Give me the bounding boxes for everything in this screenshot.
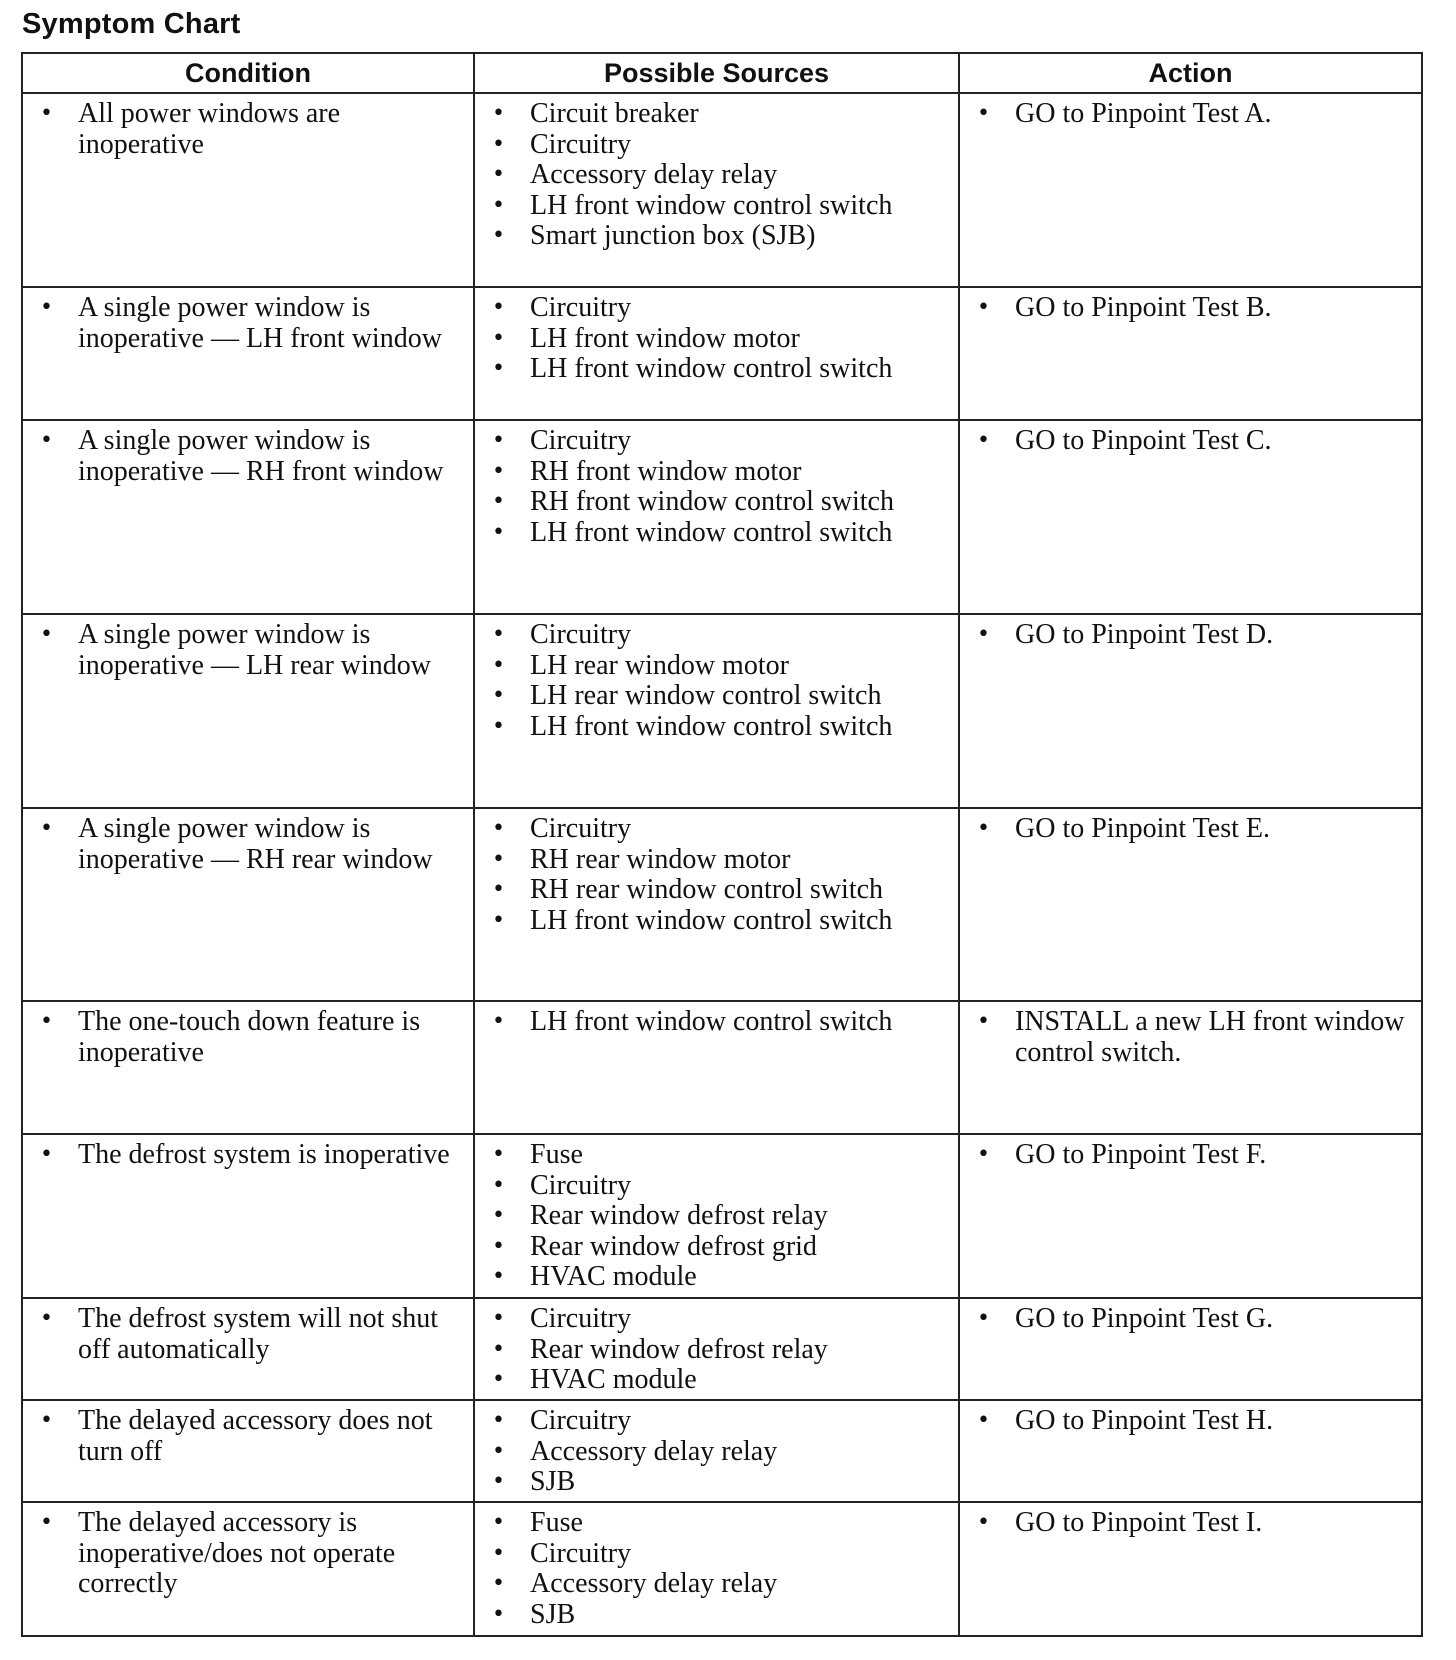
list-item bbox=[23, 1140, 465, 1171]
list-item-text: GO to Pinpoint Test H. bbox=[1015, 1405, 1274, 1436]
header-condition: Condition bbox=[22, 53, 474, 93]
bullet-list bbox=[475, 1401, 958, 1498]
list-item-text: HVAC module bbox=[530, 1364, 697, 1395]
bullet-icon: • bbox=[492, 1469, 505, 1494]
bullet-list bbox=[475, 288, 958, 385]
list-item bbox=[475, 1171, 950, 1202]
bullet-list bbox=[475, 94, 958, 252]
bullet-icon: • bbox=[40, 1009, 53, 1034]
bullet-icon: • bbox=[40, 428, 53, 453]
table-row bbox=[22, 1502, 1422, 1636]
list-item-text: LH front window control switch bbox=[530, 710, 893, 742]
list-item bbox=[475, 875, 950, 906]
list-item bbox=[475, 1335, 950, 1366]
list-item-text: Rear window defrost relay bbox=[530, 1200, 828, 1231]
action-cell bbox=[959, 1134, 1422, 1298]
bullet-icon: • bbox=[40, 1306, 53, 1331]
list-item bbox=[23, 1007, 465, 1068]
bullet-icon: • bbox=[492, 325, 505, 351]
list-item-text: GO to Pinpoint Test G. bbox=[1015, 1303, 1274, 1334]
list-item-text: GO to Pinpoint Test F. bbox=[1015, 1139, 1267, 1170]
list-item-text: The delayed accessory does not turn off bbox=[78, 1405, 433, 1467]
list-item-text: Smart junction box (SJB) bbox=[530, 220, 816, 251]
list-item-text: Circuitry bbox=[530, 619, 632, 650]
list-item-text: GO to Pinpoint Test D. bbox=[1015, 619, 1274, 650]
list-item-text: Fuse bbox=[530, 1507, 583, 1538]
list-item-text: HVAC module bbox=[530, 1261, 697, 1292]
bullet-list bbox=[475, 615, 958, 742]
action-cell bbox=[959, 420, 1422, 614]
bullet-icon: • bbox=[492, 1571, 505, 1596]
condition-cell bbox=[22, 808, 474, 1001]
list-item bbox=[475, 99, 950, 130]
chart-title: Symptom Chart bbox=[22, 8, 241, 40]
condition-cell bbox=[22, 287, 474, 420]
list-item bbox=[960, 1007, 1413, 1068]
list-item bbox=[475, 457, 950, 488]
list-item bbox=[475, 1304, 950, 1335]
bullet-icon: • bbox=[492, 1540, 505, 1566]
list-item bbox=[475, 712, 950, 743]
list-item-text: The defrost system will not shut off automatically bbox=[78, 1303, 439, 1365]
bullet-list bbox=[960, 1503, 1421, 1539]
bullet-icon: • bbox=[492, 1306, 505, 1331]
list-item bbox=[960, 814, 1413, 845]
table-row bbox=[22, 93, 1422, 287]
list-item bbox=[960, 293, 1413, 324]
list-item bbox=[960, 99, 1413, 130]
action-cell bbox=[959, 614, 1422, 808]
list-item-text: A single power window is inoperative — LH front window bbox=[78, 292, 442, 354]
condition-cell bbox=[22, 614, 474, 808]
possible-sources-cell bbox=[474, 1400, 959, 1502]
bullet-list bbox=[475, 1299, 958, 1396]
bullet-icon: • bbox=[40, 816, 53, 841]
bullet-icon: • bbox=[40, 295, 53, 320]
bullet-icon: • bbox=[492, 223, 505, 248]
list-item-text: RH front window control switch bbox=[530, 486, 894, 517]
list-item bbox=[960, 426, 1413, 457]
bullet-icon: • bbox=[40, 622, 53, 647]
bullet-icon: • bbox=[977, 1009, 990, 1034]
list-item bbox=[475, 1232, 950, 1263]
possible-sources-cell bbox=[474, 93, 959, 287]
table-row bbox=[22, 420, 1422, 614]
bullet-icon: • bbox=[492, 1438, 505, 1464]
bullet-icon: • bbox=[492, 1233, 505, 1259]
bullet-icon: • bbox=[40, 1408, 53, 1433]
list-item-text: LH front window control switch bbox=[530, 904, 893, 936]
bullet-icon: • bbox=[492, 1172, 505, 1198]
bullet-icon: • bbox=[492, 1203, 505, 1228]
bullet-icon: • bbox=[977, 101, 990, 126]
list-item-text: LH rear window motor bbox=[530, 649, 789, 681]
bullet-list bbox=[960, 1401, 1421, 1437]
list-item-text: Accessory delay relay bbox=[530, 159, 778, 190]
list-item-text: Circuitry bbox=[530, 425, 632, 456]
list-item bbox=[23, 814, 465, 875]
bullet-list bbox=[960, 1002, 1421, 1068]
list-item-text: LH front window control switch bbox=[530, 1006, 893, 1037]
bullet-list bbox=[960, 809, 1421, 845]
bullet-list bbox=[475, 421, 958, 548]
action-cell bbox=[959, 1400, 1422, 1502]
list-item bbox=[23, 99, 465, 160]
table-row bbox=[22, 287, 1422, 420]
possible-sources-cell bbox=[474, 420, 959, 614]
possible-sources-cell bbox=[474, 287, 959, 420]
list-item-text: SJB bbox=[530, 1466, 576, 1497]
table-row bbox=[22, 808, 1422, 1001]
bullet-list bbox=[23, 1002, 473, 1068]
list-item-text: LH front window control switch bbox=[530, 516, 893, 548]
bullet-icon: • bbox=[492, 683, 505, 708]
list-item bbox=[23, 620, 465, 681]
list-item bbox=[475, 1467, 950, 1498]
list-item bbox=[23, 1508, 465, 1600]
list-item bbox=[23, 1304, 465, 1365]
bullet-icon: • bbox=[492, 356, 505, 381]
condition-cell bbox=[22, 93, 474, 287]
bullet-list bbox=[23, 1135, 473, 1171]
list-item-text: GO to Pinpoint Test A. bbox=[1015, 98, 1272, 129]
header-action: Action bbox=[959, 53, 1422, 93]
list-item bbox=[475, 324, 950, 355]
bullet-icon: • bbox=[977, 295, 990, 320]
bullet-icon: • bbox=[492, 713, 505, 739]
list-item bbox=[475, 293, 950, 324]
list-item bbox=[960, 1406, 1413, 1437]
list-item-text: LH front window motor bbox=[530, 322, 800, 354]
condition-cell bbox=[22, 1001, 474, 1134]
bullet-icon: • bbox=[977, 1306, 990, 1331]
condition-cell bbox=[22, 1400, 474, 1502]
bullet-icon: • bbox=[977, 1408, 990, 1433]
bullet-list bbox=[23, 421, 473, 487]
table-row bbox=[22, 1001, 1422, 1134]
bullet-icon: • bbox=[492, 1264, 505, 1289]
list-item bbox=[475, 651, 950, 682]
possible-sources-cell bbox=[474, 1298, 959, 1400]
list-item bbox=[960, 1508, 1413, 1539]
action-cell bbox=[959, 1001, 1422, 1134]
list-item-text: A single power window is inoperative — RH front window bbox=[78, 425, 444, 487]
table-row bbox=[22, 1134, 1422, 1298]
condition-cell bbox=[22, 1502, 474, 1636]
action-cell bbox=[959, 808, 1422, 1001]
list-item-text: RH rear window control switch bbox=[530, 874, 884, 905]
list-item bbox=[475, 681, 950, 712]
list-item-text: Circuitry bbox=[530, 1303, 632, 1334]
list-item bbox=[960, 1140, 1413, 1171]
bullet-icon: • bbox=[492, 162, 505, 187]
bullet-list bbox=[23, 94, 473, 160]
list-item bbox=[475, 1007, 950, 1038]
bullet-icon: • bbox=[492, 131, 505, 157]
bullet-icon: • bbox=[977, 622, 990, 647]
bullet-icon: • bbox=[40, 101, 53, 126]
list-item-text: RH front window motor bbox=[530, 455, 802, 487]
header-row bbox=[22, 53, 1422, 93]
bullet-list bbox=[475, 1002, 958, 1038]
bullet-icon: • bbox=[492, 816, 505, 841]
bullet-icon: • bbox=[492, 877, 505, 902]
list-item-text: GO to Pinpoint Test B. bbox=[1015, 292, 1272, 323]
bullet-icon: • bbox=[492, 101, 505, 126]
bullet-icon: • bbox=[492, 295, 505, 320]
list-item-text: Circuitry bbox=[530, 1405, 632, 1436]
list-item bbox=[960, 620, 1413, 651]
list-item bbox=[475, 130, 950, 161]
list-item-text: Circuitry bbox=[530, 1169, 632, 1201]
list-item bbox=[475, 1406, 950, 1437]
list-item-text: Rear window defrost grid bbox=[530, 1230, 817, 1262]
list-item bbox=[475, 487, 950, 518]
list-item bbox=[475, 1262, 950, 1293]
bullet-icon: • bbox=[492, 1336, 505, 1362]
list-item bbox=[475, 1140, 950, 1171]
list-item bbox=[475, 1365, 950, 1396]
condition-cell bbox=[22, 420, 474, 614]
list-item bbox=[475, 1201, 950, 1232]
list-item-text: Circuit breaker bbox=[530, 98, 699, 129]
list-item-text: GO to Pinpoint Test C. bbox=[1015, 425, 1272, 456]
list-item-text: Accessory delay relay bbox=[530, 1568, 778, 1599]
list-item bbox=[475, 1437, 950, 1468]
possible-sources-cell bbox=[474, 808, 959, 1001]
bullet-icon: • bbox=[492, 1367, 505, 1392]
action-cell bbox=[959, 287, 1422, 420]
list-item bbox=[475, 620, 950, 651]
bullet-icon: • bbox=[977, 428, 990, 453]
list-item-text: Rear window defrost relay bbox=[530, 1333, 828, 1365]
condition-cell bbox=[22, 1134, 474, 1298]
list-item bbox=[475, 221, 950, 252]
list-item-text: Circuitry bbox=[530, 128, 632, 160]
list-item bbox=[475, 518, 950, 549]
list-item bbox=[475, 1508, 950, 1539]
bullet-list bbox=[23, 1401, 473, 1467]
header-possible-sources: Possible Sources bbox=[474, 53, 959, 93]
bullet-icon: • bbox=[492, 1142, 505, 1167]
table-row bbox=[22, 614, 1422, 808]
bullet-icon: • bbox=[492, 192, 505, 218]
list-item-text: Fuse bbox=[530, 1139, 583, 1170]
list-item-text: The delayed accessory is inoperative/does not operate correctly bbox=[78, 1507, 396, 1599]
bullet-icon: • bbox=[492, 1510, 505, 1535]
list-item-text: Circuitry bbox=[530, 292, 632, 323]
table-row bbox=[22, 1400, 1422, 1502]
bullet-icon: • bbox=[492, 519, 505, 545]
bullet-list bbox=[960, 1299, 1421, 1335]
list-item-text: The defrost system is inoperative bbox=[78, 1139, 450, 1170]
list-item bbox=[23, 426, 465, 487]
list-item bbox=[23, 293, 465, 354]
bullet-list bbox=[23, 1299, 473, 1365]
bullet-list bbox=[475, 1503, 958, 1630]
action-cell bbox=[959, 1502, 1422, 1636]
action-cell bbox=[959, 93, 1422, 287]
list-item-text: GO to Pinpoint Test E. bbox=[1015, 813, 1270, 844]
list-item bbox=[23, 1406, 465, 1467]
list-item bbox=[475, 1539, 950, 1570]
possible-sources-cell bbox=[474, 1134, 959, 1298]
list-item-text: GO to Pinpoint Test I. bbox=[1015, 1507, 1263, 1538]
list-item-text: LH front window control switch bbox=[530, 353, 893, 384]
list-item bbox=[960, 1304, 1413, 1335]
bullet-icon: • bbox=[492, 1408, 505, 1433]
bullet-icon: • bbox=[492, 1601, 505, 1627]
bullet-list bbox=[23, 1503, 473, 1600]
bullet-icon: • bbox=[492, 652, 505, 678]
bullet-icon: • bbox=[492, 907, 505, 933]
possible-sources-cell bbox=[474, 1001, 959, 1134]
table-body bbox=[22, 93, 1422, 1636]
symptom-table bbox=[21, 52, 1423, 1637]
possible-sources-cell bbox=[474, 614, 959, 808]
possible-sources-cell bbox=[474, 1502, 959, 1636]
list-item bbox=[475, 845, 950, 876]
bullet-icon: • bbox=[40, 1142, 53, 1167]
bullet-icon: • bbox=[977, 1142, 990, 1167]
bullet-list bbox=[960, 615, 1421, 651]
bullet-list bbox=[23, 615, 473, 681]
list-item bbox=[475, 906, 950, 937]
bullet-icon: • bbox=[492, 458, 505, 484]
bullet-list bbox=[475, 809, 958, 936]
list-item bbox=[475, 814, 950, 845]
bullet-icon: • bbox=[492, 1009, 505, 1034]
bullet-list bbox=[475, 1135, 958, 1293]
list-item bbox=[475, 426, 950, 457]
condition-cell bbox=[22, 1298, 474, 1400]
bullet-icon: • bbox=[492, 622, 505, 647]
bullet-list bbox=[960, 94, 1421, 130]
list-item-text: Circuitry bbox=[530, 1537, 632, 1569]
list-item-text: LH front window control switch bbox=[530, 189, 893, 221]
bullet-icon: • bbox=[492, 428, 505, 453]
bullet-icon: • bbox=[492, 846, 505, 872]
bullet-icon: • bbox=[977, 1510, 990, 1535]
action-cell bbox=[959, 1298, 1422, 1400]
bullet-list bbox=[23, 288, 473, 354]
list-item-text: All power windows are inoperative bbox=[78, 98, 341, 160]
list-item-text: SJB bbox=[530, 1598, 576, 1630]
list-item-text: LH rear window control switch bbox=[530, 680, 882, 711]
bullet-list bbox=[23, 809, 473, 875]
bullet-list bbox=[960, 421, 1421, 457]
list-item bbox=[475, 354, 950, 385]
bullet-icon: • bbox=[492, 489, 505, 514]
table-row bbox=[22, 1298, 1422, 1400]
list-item bbox=[475, 160, 950, 191]
list-item bbox=[475, 1569, 950, 1600]
list-item-text: INSTALL a new LH front window control switch. bbox=[1015, 1006, 1405, 1068]
list-item bbox=[475, 1600, 950, 1631]
bullet-icon: • bbox=[977, 816, 990, 841]
bullet-list bbox=[960, 1135, 1421, 1171]
bullet-list bbox=[960, 288, 1421, 324]
list-item-text: Accessory delay relay bbox=[530, 1435, 778, 1467]
list-item-text: A single power window is inoperative — LH rear window bbox=[78, 619, 431, 681]
bullet-icon: • bbox=[40, 1510, 53, 1535]
list-item-text: Circuitry bbox=[530, 813, 632, 844]
list-item bbox=[475, 191, 950, 222]
list-item-text: The one-touch down feature is inoperative bbox=[78, 1006, 421, 1068]
list-item-text: RH rear window motor bbox=[530, 843, 791, 875]
list-item-text: A single power window is inoperative — RH rear window bbox=[78, 813, 433, 875]
